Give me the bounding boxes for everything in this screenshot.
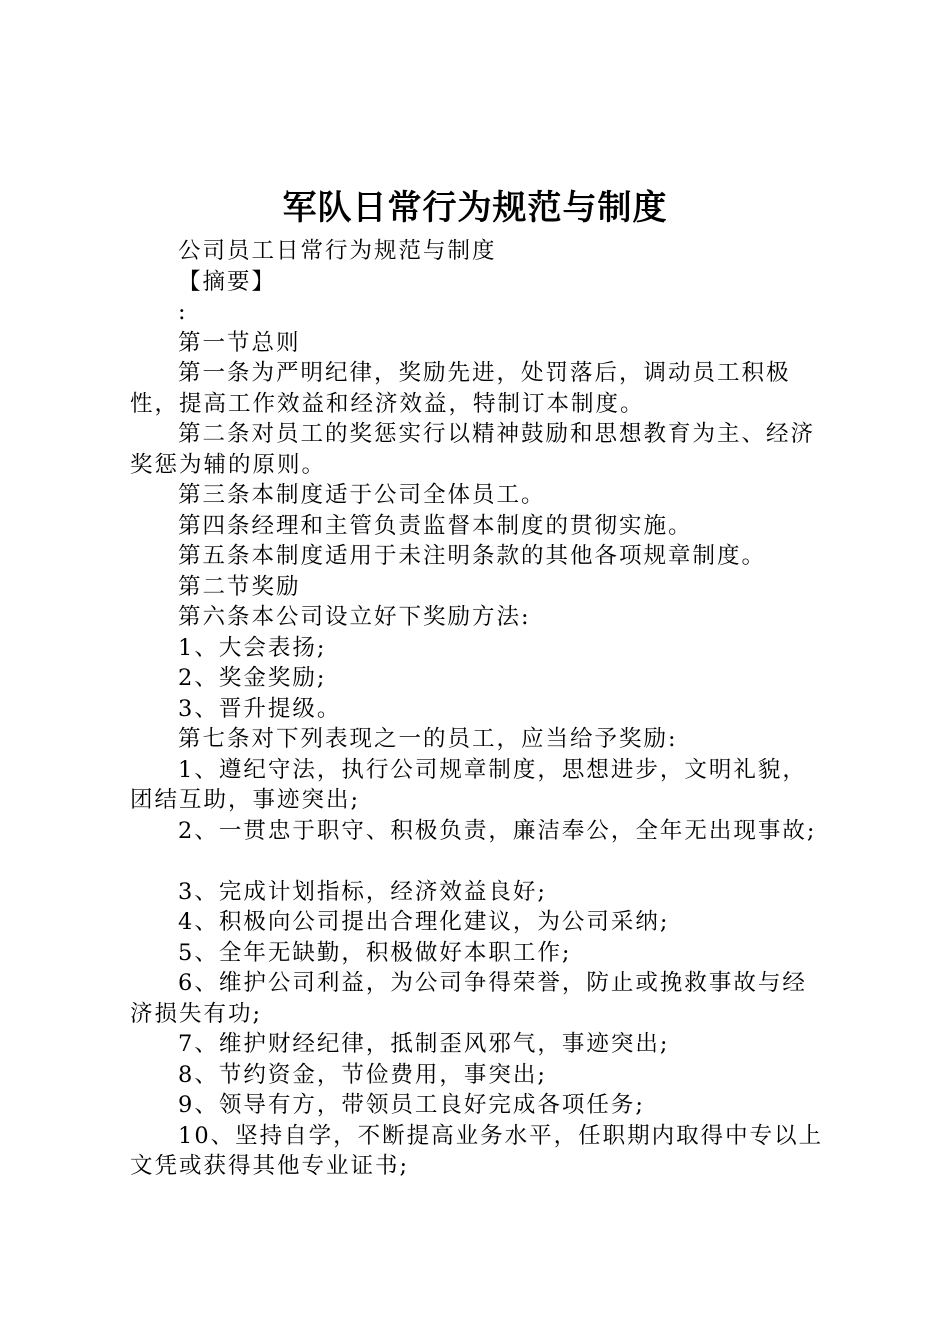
paragraph: 第二节奖励 (178, 573, 301, 600)
paragraph: 1、遵纪守法，执行公司规章制度，思想进步，文明礼貌，团结互助，事迹突出; (130, 756, 807, 813)
paragraph: 第一条为严明纪律，奖励先进，处罚落后，调动员工积极性，提高工作效益和经济效益，特制订本制度。 (130, 360, 791, 417)
paragraph: 10、坚持自学，不断提高业务水平，任职期内取得中专以上文凭或获得其他专业证书; (130, 1122, 824, 1179)
paragraph: 6、维护公司利益，为公司争得荣誉，防止或挽救事故与经济损失有功; (130, 970, 807, 1027)
paragraph: 9、领导有方，带领员工良好完成各项任务; (178, 1092, 645, 1118)
paragraph: 第四条经理和主管负责监督本制度的贯彻实施。 (178, 512, 693, 539)
paragraph: 5、全年无缺勤，积极做好本职工作; (178, 939, 572, 966)
paragraph: 第一节总则 (178, 329, 301, 356)
paragraph: 第二条对员工的奖惩实行以精神鼓励和思想教育为主、经济奖惩为辅的原则。 (130, 421, 816, 478)
document-body (130, 236, 830, 1182)
paragraph: 2、一贯忠于职守、积极负责，廉洁奉公，全年无出现事故; (178, 817, 817, 844)
paragraph: 公司员工日常行为规范与制度 (178, 238, 497, 264)
paragraph: 1、大会表扬; (178, 634, 327, 661)
paragraph: 第五条本制度适用于未注明条款的其他各项规章制度。 (178, 543, 767, 569)
paragraph: 3、完成计划指标，经济效益良好; (178, 878, 547, 905)
paragraph: 2、奖金奖励; (178, 665, 327, 691)
paragraph: 7、维护财经纪律，抵制歪风邪气，事迹突出; (178, 1031, 670, 1057)
paragraph: 第六条本公司设立好下奖励方法: (178, 604, 531, 630)
paragraph: 第七条对下列表现之一的员工，应当给予奖励: (178, 726, 678, 752)
paragraph: 3、晋升提级。 (178, 695, 342, 722)
paragraph: 4、积极向公司提出合理化建议，为公司采纳; (178, 909, 670, 935)
paragraph: : (178, 299, 188, 325)
document-title: 军队日常行为规范与制度 (282, 188, 668, 228)
paragraph: 第三条本制度适于公司全体员工。 (178, 482, 546, 508)
blank-line (130, 846, 830, 877)
paragraph: 【摘要】 (178, 268, 277, 295)
paragraph: 8、节约资金，节俭费用，事突出; (178, 1061, 547, 1088)
